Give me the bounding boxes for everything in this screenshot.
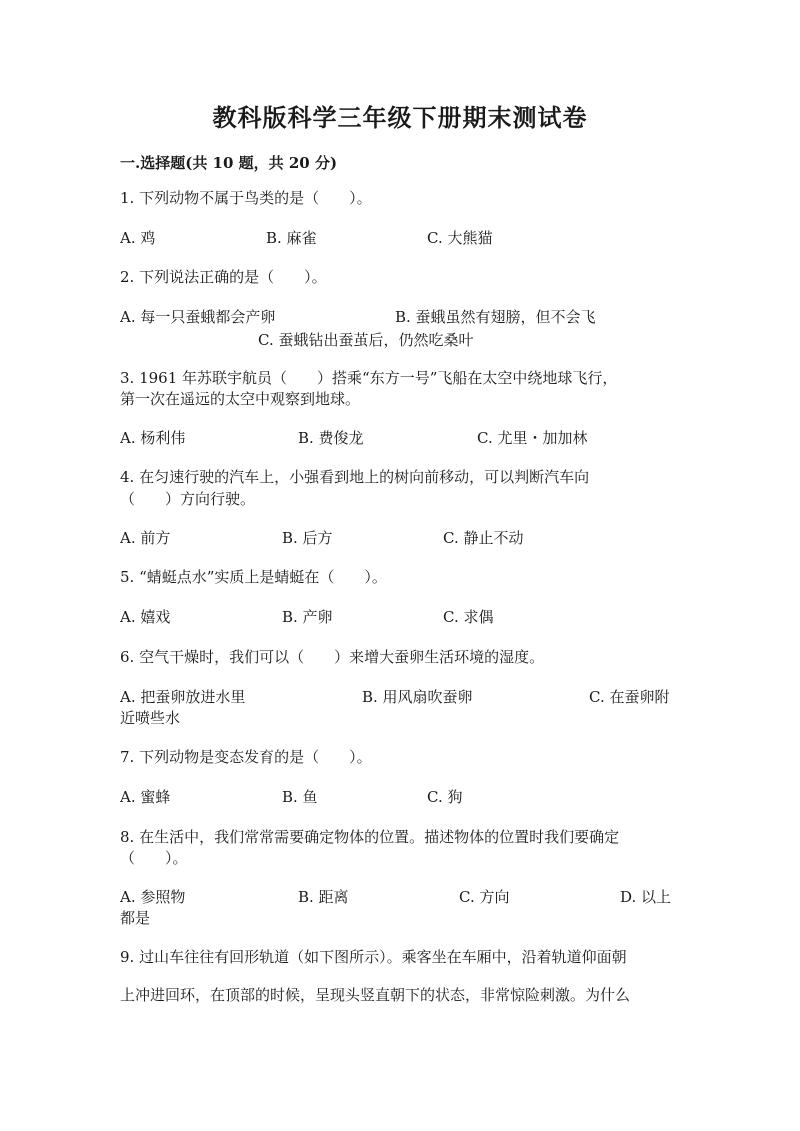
- question-1-option-b: B. 麻雀: [266, 229, 317, 247]
- question-6-option-b: B. 用风扇吹蚕卵: [362, 688, 473, 706]
- question-7-option-b: B. 鱼: [282, 788, 318, 806]
- question-2-option-b: B. 蚕蛾虽然有翅膀，但不会飞: [395, 308, 596, 326]
- question-8-option-b: B. 距离: [298, 888, 349, 906]
- question-7-stem: 7. 下列动物是变态发育的是（ ）。: [120, 748, 372, 766]
- question-4-stem-line-2: （ ）方向行驶。: [120, 490, 256, 508]
- section-heading: 一.选择题(共 10 题，共 20 分): [120, 154, 338, 172]
- question-8-stem-line-2: （ ）。: [120, 849, 188, 867]
- question-6-stem: 6. 空气干燥时，我们可以（ ）来增大蚕卵生活环境的湿度。: [120, 648, 545, 666]
- question-6-option-c-continued: 近喷些水: [120, 709, 181, 727]
- question-6-option-a: A. 把蚕卵放进水里: [120, 688, 246, 706]
- question-8-option-c: C. 方向: [459, 888, 510, 906]
- question-8-option-a: A. 参照物: [120, 888, 186, 906]
- question-6-option-c: C. 在蚕卵附: [589, 688, 670, 706]
- question-8-stem-line-1: 8. 在生活中，我们常常需要确定物体的位置。描述物体的位置时我们要确定: [120, 828, 620, 846]
- question-3-stem-line-1: 3. 1961 年苏联宇航员（ ）搭乘“东方一号”飞船在太空中绕地球飞行，: [120, 369, 618, 387]
- question-5-option-a: A. 嬉戏: [120, 608, 171, 626]
- question-2-option-a: A. 每一只蚕蛾都会产卵: [120, 308, 276, 326]
- question-9-stem-line-2: 上冲进回环，在顶部的时候，呈现头竖直朝下的状态，非常惊险刺激。为什么: [120, 986, 631, 1004]
- question-1-option-c: C. 大熊猫: [427, 229, 493, 247]
- question-9-stem-line-1: 9. 过山车往往有回形轨道（如下图所示）。乘客坐在车厢中，沿着轨道仰面朝: [120, 948, 627, 966]
- question-4-option-b: B. 后方: [282, 529, 333, 547]
- question-8-option-d: D. 以上: [620, 888, 672, 906]
- page-title: 教科版科学三年级下册期末测试卷: [212, 103, 588, 132]
- question-2-stem: 2. 下列说法正确的是（ ）。: [120, 268, 327, 286]
- question-7-option-a: A. 蜜蜂: [120, 788, 171, 806]
- question-4-option-a: A. 前方: [120, 529, 171, 547]
- question-1-stem: 1. 下列动物不属于鸟类的是（ ）。: [120, 189, 372, 207]
- question-4-stem-line-1: 4. 在匀速行驶的汽车上，小强看到地上的树向前移动，可以判断汽车向: [120, 468, 590, 486]
- question-7-option-c: C. 狗: [427, 788, 463, 806]
- question-2-option-c: C. 蚕蛾钻出蚕茧后，仍然吃桑叶: [258, 331, 474, 349]
- question-5-stem: 5. “蜻蜓点水”实质上是蜻蜓在（ ）。: [120, 568, 387, 586]
- question-4-option-c: C. 静止不动: [443, 529, 524, 547]
- question-3-option-b: B. 费俊龙: [298, 429, 364, 447]
- question-3-stem-line-2: 第一次在遥远的太空中观察到地球。: [120, 390, 361, 408]
- question-8-option-d-continued: 都是: [120, 909, 151, 927]
- question-1-option-a: A. 鸡: [120, 229, 156, 247]
- question-5-option-b: B. 产卵: [282, 608, 333, 626]
- question-3-option-c: C. 尤里・加加林: [477, 429, 588, 447]
- question-3-option-a: A. 杨利伟: [120, 429, 186, 447]
- question-5-option-c: C. 求偶: [443, 608, 494, 626]
